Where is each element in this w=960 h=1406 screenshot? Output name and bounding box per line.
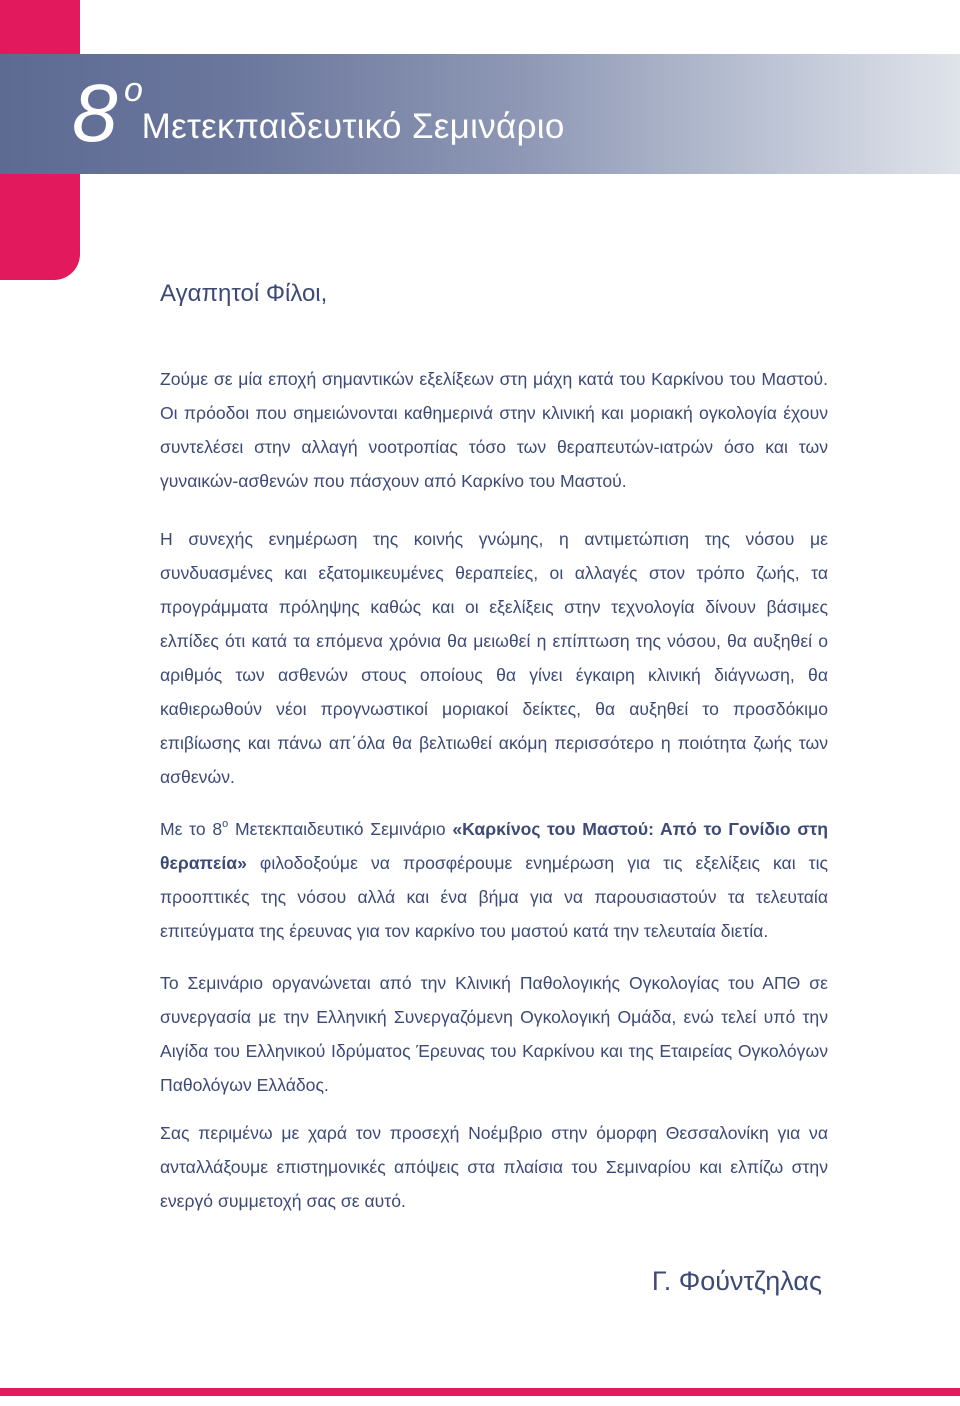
letter-body: [160, 280, 828, 1218]
seminar-number-ordinal: o: [124, 71, 141, 109]
seminar-title-text: Μετεκπαιδευτικό Σεμινάριο: [141, 107, 565, 146]
paragraph-5: Σας περιμένω με χαρά τον προσεχή Νοέμβριο στην όμορφη Θεσσαλονίκη για να ανταλλάξουμε επιστημονικές απόψεις στα πλαίσια του Σεμιναρίου και ελπίζω στην ενεργό συμμετοχή σας σε αυτό.: [160, 1123, 828, 1211]
paragraph-3-ordinal: ο: [222, 818, 229, 830]
paragraph-3-middle: Μετεκπαιδευτικό Σεμινάριο: [228, 819, 453, 839]
paragraph-3-prefix: Με το 8: [160, 819, 223, 839]
seminar-number: [72, 68, 141, 159]
paragraph-1: Ζούμε σε μία εποχή σημαντικών εξελίξεων στη μάχη κατά του Καρκίνου του Μαστού. Οι πρόοδοι που σημειώνονται καθημερινά στην κλινική και μοριακή ογκολογία έχουν συντελέσει στην αλλαγή νοοτροπίας τόσο των θεραπευτών-ιατρών όσο και των γυναικών-ασθενών που πάσχουν από Καρκίνο του Μαστού.: [160, 369, 828, 491]
footer-bar: [0, 1388, 960, 1396]
seminar-number-digit: 8: [72, 68, 116, 159]
seminar-topic: «Καρκίνος του Μαστού: Από το Γονίδιο στη θεραπεία»: [160, 819, 828, 873]
seminar-title: [72, 54, 565, 174]
paragraph-2: Η συνεχής ενημέρωση της κοινής γνώμης, η αντιμετώπιση της νόσου με συνδυασμένες και εξατομικευμένες θεραπείες, οι αλλαγές στον τρόπο ζωής, τα προγράμματα πρόληψης καθώς και οι εξελίξεις στην τεχνολογία δίνουν βάσιμες ελπίδες ότι κατά τα επόμενα χρόνια θα μειωθεί η επίπτωση της νόσου, θα αυξηθεί ο αριθμός των ασθενών στους οποίους θα γίνει έγκαιρη κλινική διάγνωση, θα καθιερωθούν νέοι προγνωστικοί μοριακοί δείκτες, θα αυξηθεί το προσδόκιμο επιβίωσης και πάνω απ΄όλα θα βελτιωθεί ακόμη περισσότερο η ποιότητα ζωής των ασθενών.: [160, 529, 828, 787]
signature: Γ. Φούντζηλας: [651, 1266, 822, 1296]
paragraph-3: [160, 812, 828, 948]
greeting: Αγαπητοί Φίλοι,: [160, 280, 328, 307]
paragraph-4: Το Σεμινάριο οργανώνεται από την Κλινική Παθολογικής Ογκολογίας του ΑΠΘ σε συνεργασία με την Ελληνική Συνεργαζόμενη Ογκολογική Ομάδα, ενώ τελεί υπό την Αιγίδα του Ελληνικού Ιδρύματος Έρευνας του Καρκίνου και της Εταιρείας Ογκολόγων Παθολόγων Ελλάδος.: [160, 973, 828, 1095]
paragraph-3-suffix: φιλοδοξούμε να προσφέρουμε ενημέρωση για τις εξελίξεις και τις προοπτικές της νόσου αλλά και ένα βήμα για να παρουσιαστούν τα τελευταία επιτεύγματα της έρευνας για τον καρκίνο του μαστού κατά την τελευταία διετία.: [160, 853, 828, 941]
